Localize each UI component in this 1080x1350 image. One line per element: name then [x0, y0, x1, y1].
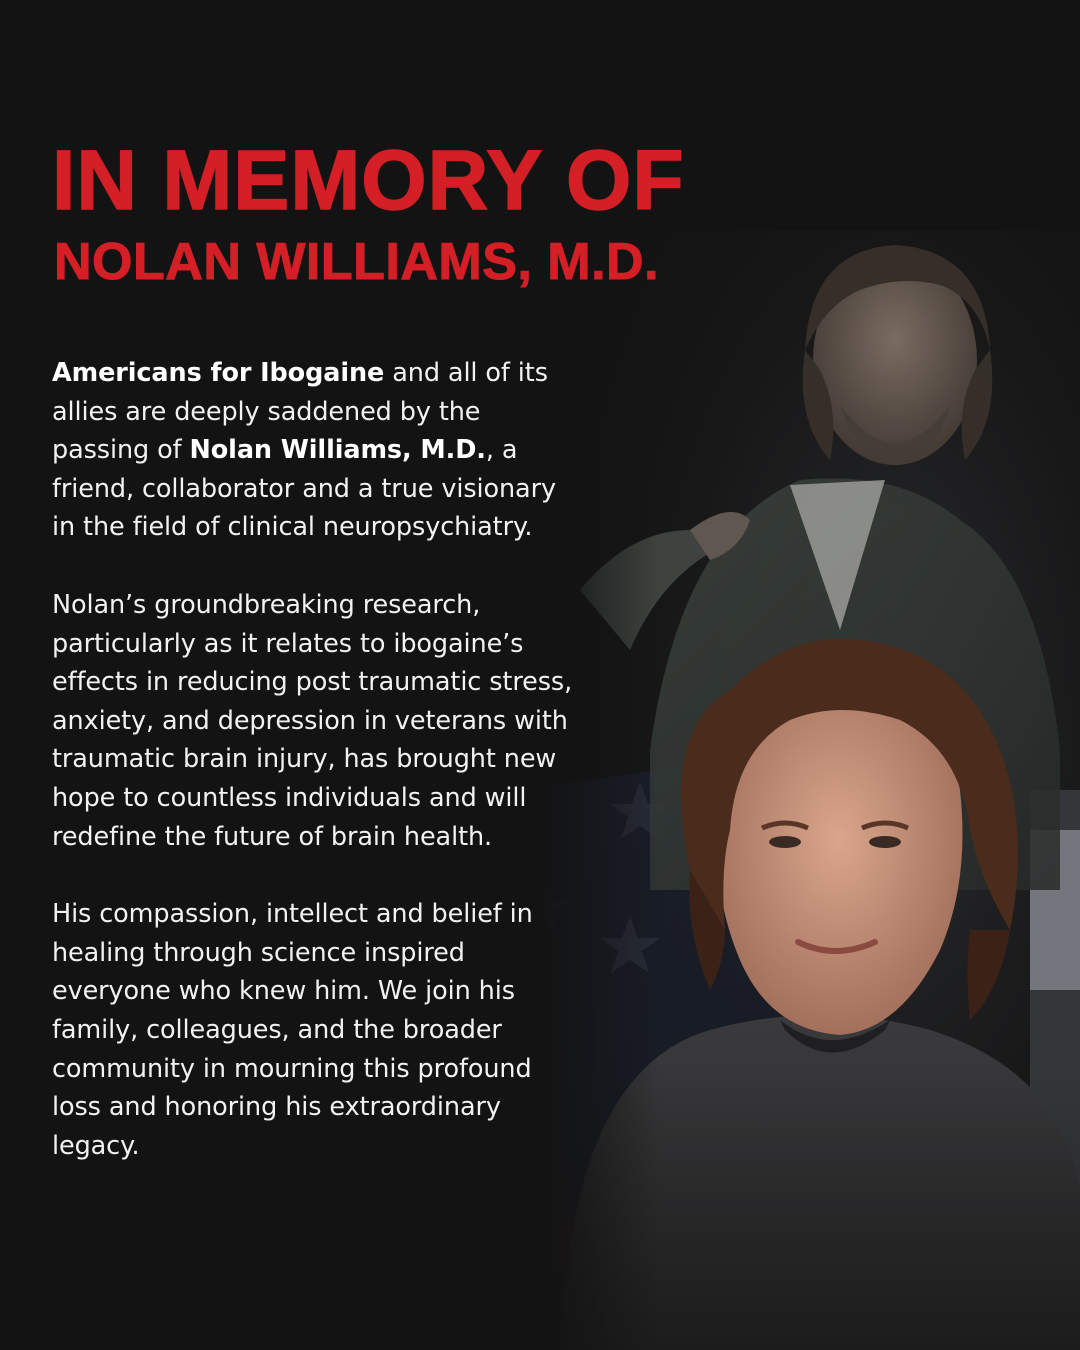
org-name: Americans for Ibogaine	[52, 358, 385, 388]
paragraph-2: Nolan’s groundbreaking research, particularly as it relates to ibogaine’s effects in reducing post traumatic stress, anxiety, and depression in veterans with traumatic brain injury, has brought new hope to countless individuals and will redefine the future of brain health.	[52, 589, 573, 852]
photo-collage	[540, 230, 1080, 1350]
tribute-text	[52, 354, 582, 1204]
paragraph-1-text-a: and all of its allies are deeply saddened by the passing of	[52, 358, 548, 466]
honoree-name: NOLAN WILLIAMS, M.D.	[54, 233, 660, 291]
paragraph-1-text-b: , a friend, collaborator and a true visionary in the field of clinical neuropsychiatry.	[52, 435, 556, 543]
paragraph-1	[52, 354, 582, 547]
person-name: Nolan Williams, M.D.	[189, 435, 486, 466]
headline-in-memory-of: IN MEMORY OF	[52, 133, 685, 227]
paragraph-3: His compassion, intellect and belief in healing through science inspired everyone who knew him. We join his family, colleagues, and the broader community in mourning this profound loss and honoring his extraordinary legacy.	[52, 899, 533, 1161]
